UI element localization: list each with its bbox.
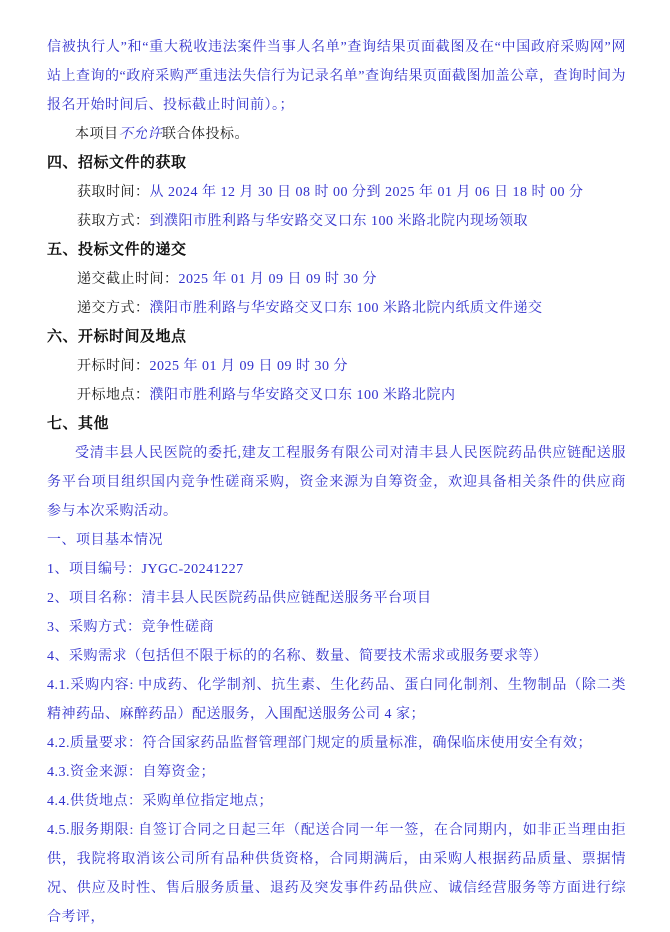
section-other-heading: 七、其他	[47, 416, 110, 432]
joint-bid-note	[47, 120, 626, 149]
continuation-paragraph: 信被执行人”和“重大税收违法案件当事人名单”查询结果页面截图及在“中国政府采购网”网站上查询的“政府采购严重违法失信行为记录名单”查询结果页面截图加盖公章，查询时间为报名开始时间后、投标截止时间前）。；	[47, 40, 626, 113]
opening-place-value: 濮阳市胜利路与华安路交叉口东 100 米路北院内	[149, 388, 456, 403]
joint-bid-prefix: 本项目	[75, 127, 119, 142]
submit-deadline-value: 2025 年 01 月 09 日 09 时 30 分	[178, 272, 377, 287]
fund-source-line: 4.3.资金来源：自筹资金；	[47, 765, 215, 780]
obtain-time-value: 从 2024 年 12 月 30 日 08 时 00 分到 2025 年 01 月 06 日 18 时 00 分	[149, 185, 584, 200]
obtain-time-label: 获取时间：	[77, 185, 150, 200]
project-info-heading: 一、项目基本情况	[47, 533, 163, 548]
procurement-content-paragraph: 4.1.采购内容: 中成药、化学制剂、抗生素、生化药品、蛋白同化制剂、生物制品（除二类精神药品、麻醉药品）配送服务，入围配送服务公司 4 家；	[47, 678, 626, 722]
section-other-paragraph: 受清丰县人民医院的委托,建友工程服务有限公司对清丰县人民医院药品供应链配送服务平台项目组织国内竞争性磋商采购，资金来源为自筹资金，欢迎具备相关条件的供应商参与本次采购活动。	[47, 446, 626, 519]
joint-bid-emphasis: 不允许	[118, 127, 162, 142]
opening-place-line	[47, 381, 626, 410]
quality-requirement-line: 4.2.质量要求：符合国家药品监督管理部门规定的质量标准，确保临床使用安全有效；	[47, 736, 592, 751]
section-submit-heading: 五、投标文件的递交	[47, 242, 187, 258]
submit-method-value: 濮阳市胜利路与华安路交叉口东 100 米路北院内纸质文件递交	[149, 301, 543, 316]
section-obtain-heading: 四、招标文件的获取	[47, 155, 187, 171]
joint-bid-suffix: 联合体投标。	[162, 127, 249, 142]
opening-place-label: 开标地点：	[77, 388, 150, 403]
project-number-line: 1、项目编号：JYGC-20241227	[47, 562, 244, 577]
procurement-method-line: 3、采购方式：竞争性磋商	[47, 620, 214, 635]
submit-method-label: 递交方式：	[77, 301, 150, 316]
delivery-place-line: 4.4.供货地点：采购单位指定地点；	[47, 794, 273, 809]
project-name-line: 2、项目名称：清丰县人民医院药品供应链配送服务平台项目	[47, 591, 432, 606]
obtain-method-value: 到濮阳市胜利路与华安路交叉口东 100 米路北院内现场领取	[149, 214, 528, 229]
opening-time-value: 2025 年 01 月 09 日 09 时 30 分	[149, 359, 348, 374]
procurement-demand-line: 4、采购需求（包括但不限于标的的名称、数量、简要技术需求或服务要求等）	[47, 649, 548, 664]
obtain-method-label: 获取方式：	[77, 214, 150, 229]
service-term-paragraph: 4.5.服务期限: 自签订合同之日起三年（配送合同一年一签，在合同期内，如非正当理由拒供，我院将取消该公司所有品种供货资格，合同期满后，由采购人根据药品质量、票据情况、供应及时性、售后服务质量、退药及突发事件药品供应、诚信经营服务等方面进行综合考评，	[47, 823, 626, 925]
section-opening-heading: 六、开标时间及地点	[47, 329, 187, 345]
submit-method-line	[47, 294, 626, 323]
opening-time-line	[47, 352, 626, 381]
submit-deadline-label: 递交截止时间：	[77, 272, 179, 287]
obtain-method-line	[47, 207, 626, 236]
opening-time-label: 开标时间：	[77, 359, 150, 374]
obtain-time-line	[47, 178, 626, 207]
submit-deadline-line	[47, 265, 626, 294]
